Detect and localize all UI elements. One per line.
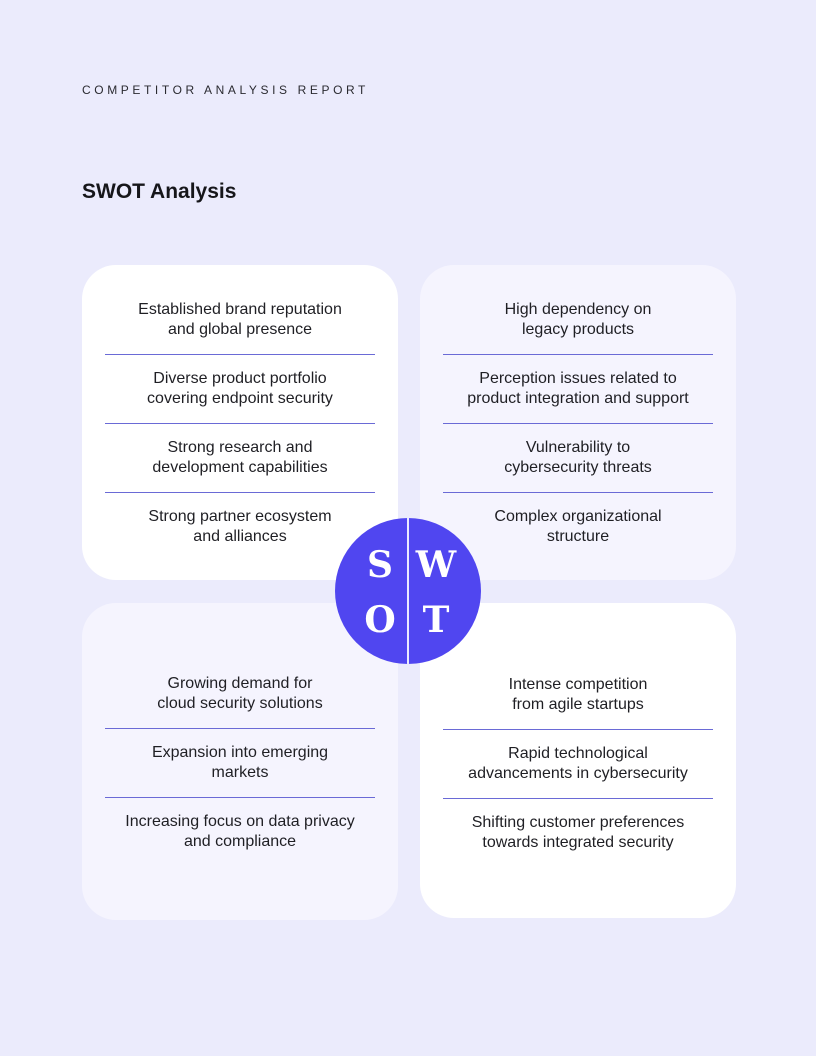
threat-item: Intense competition from agile startups: [443, 661, 713, 730]
opportunity-item: Increasing focus on data privacy and compliance: [125, 813, 355, 850]
weakness-item: Vulnerability to cybersecurity threats: [443, 424, 713, 493]
swot-letter-o: O: [364, 599, 396, 641]
swot-letter-w: W: [415, 544, 457, 586]
opportunities-list: [105, 660, 375, 866]
threat-item: Shifting customer preferences towards integrated security: [471, 814, 685, 851]
threat-item: Rapid technological advancements in cybersecurity: [443, 730, 713, 799]
weakness-item: Complex organizational structure: [494, 508, 662, 545]
swot-divider: [407, 518, 409, 664]
weakness-item: Perception issues related to product integration and support: [443, 355, 713, 424]
opportunities-card: [82, 603, 398, 920]
page-title: SWOT Analysis: [82, 180, 237, 203]
threats-card: [420, 603, 736, 918]
threats-list: [443, 661, 713, 867]
weaknesses-card: [420, 265, 736, 580]
strength-item: Diverse product portfolio covering endpoint security: [105, 355, 375, 424]
strength-item: Established brand reputation and global presence: [105, 286, 375, 355]
swot-letter-t: T: [422, 599, 450, 641]
strength-item: Strong research and development capabilities: [105, 424, 375, 493]
strengths-list: [105, 286, 375, 561]
swot-letter-s: S: [367, 544, 393, 586]
opportunity-item: Growing demand for cloud security solutions: [105, 660, 375, 729]
weaknesses-list: [443, 286, 713, 561]
strength-item: Strong partner ecosystem and alliances: [148, 508, 332, 545]
report-eyebrow: COMPETITOR ANALYSIS REPORT: [82, 83, 369, 97]
swot-badge: [335, 518, 481, 664]
weakness-item: High dependency on legacy products: [443, 286, 713, 355]
opportunity-item: Expansion into emerging markets: [105, 729, 375, 798]
strengths-card: [82, 265, 398, 580]
